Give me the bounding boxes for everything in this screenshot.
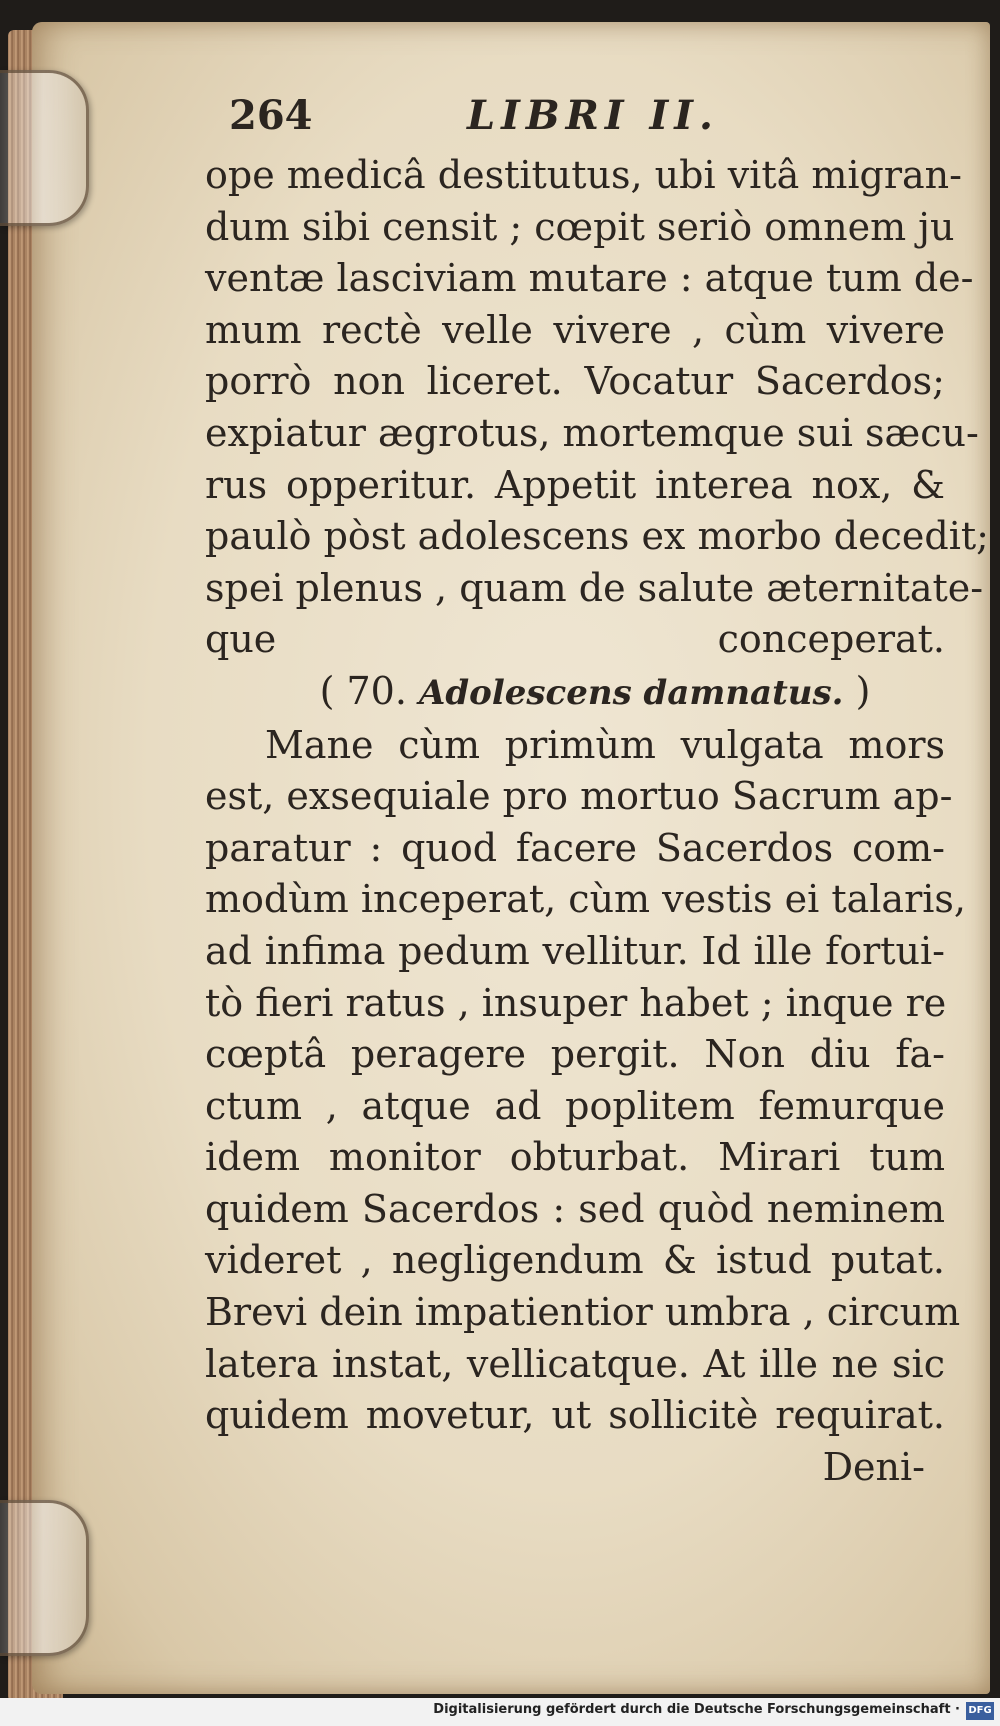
text-line: paulò pòst adolescens ex morbo decedit; — [205, 514, 989, 559]
page-number: 264 — [229, 92, 313, 139]
text-line: rus opperitur. Appetit interea nox, & — [205, 462, 945, 507]
dfg-logo: DFG — [966, 1702, 994, 1720]
text-line: videret , negligendum & istud putat. — [205, 1238, 945, 1283]
text-line: tò fieri ratus , insuper habet ; inque re — [205, 980, 947, 1025]
catchword: Deni- — [822, 1444, 925, 1489]
paragraph-2 — [205, 720, 966, 1442]
text-line: que conceperat. — [205, 617, 945, 662]
section-number: ( 70. — [319, 668, 407, 713]
section-close: ) — [855, 668, 871, 713]
text-line: spei plenus , quam de salute æternitate- — [205, 565, 984, 610]
text-line: est, exsequiale pro mortuo Sacrum ap- — [205, 774, 953, 819]
section-heading — [205, 666, 945, 720]
paragraph-1 — [205, 150, 989, 666]
footer-credit: Digitalisierung gefördert durch die Deutsche Forschungsgemeinschaft · — [433, 1702, 960, 1717]
text-line: ctum , atque ad poplitem femurque — [205, 1083, 945, 1128]
text-line: expiatur ægrotus, mortemque sui sæcu- — [205, 410, 979, 455]
footer-bar — [0, 1698, 1000, 1726]
page-clip-bottom — [0, 1500, 89, 1656]
text-line: ventæ lasciviam mutare : atque tum de- — [205, 256, 974, 301]
text-line: paratur : quod facere Sacerdos com- — [205, 825, 945, 870]
text-line: dum sibi censit ; cœpit seriò omnem ju — [205, 204, 955, 249]
text-line: mum rectè velle vivere , cùm vivere — [205, 307, 945, 352]
text-line: ad infima pedum vellitur. Id ille fortui- — [205, 928, 945, 973]
text-line: quidem Sacerdos : sed quòd neminem — [205, 1186, 945, 1231]
running-title: LIBRI II. — [467, 92, 719, 139]
page-clip-top — [0, 70, 89, 226]
page-header — [205, 84, 945, 150]
text-line: quidem movetur, ut sollicitè requirat. — [205, 1393, 945, 1438]
text-line: Mane cùm primùm vulgata mors — [265, 722, 945, 767]
text-line: ope medicâ destitutus, ubi vitâ migran- — [205, 153, 962, 197]
section-title: Adolescens damnatus. — [419, 672, 844, 713]
text-line: modùm inceperat, cùm vestis ei talaris, — [205, 877, 966, 922]
text-line: Brevi dein impatientior umbra , circum — [205, 1290, 961, 1335]
text-line: latera instat, vellicatque. At ille ne sic — [205, 1341, 945, 1386]
text-line: porrò non liceret. Vocatur Sacerdos; — [205, 359, 945, 404]
text-line: idem monitor obturbat. Mirari tum — [205, 1135, 945, 1180]
page-text — [205, 84, 989, 1493]
text-line: cœptâ peragere pergit. Non diu fa- — [205, 1032, 945, 1077]
